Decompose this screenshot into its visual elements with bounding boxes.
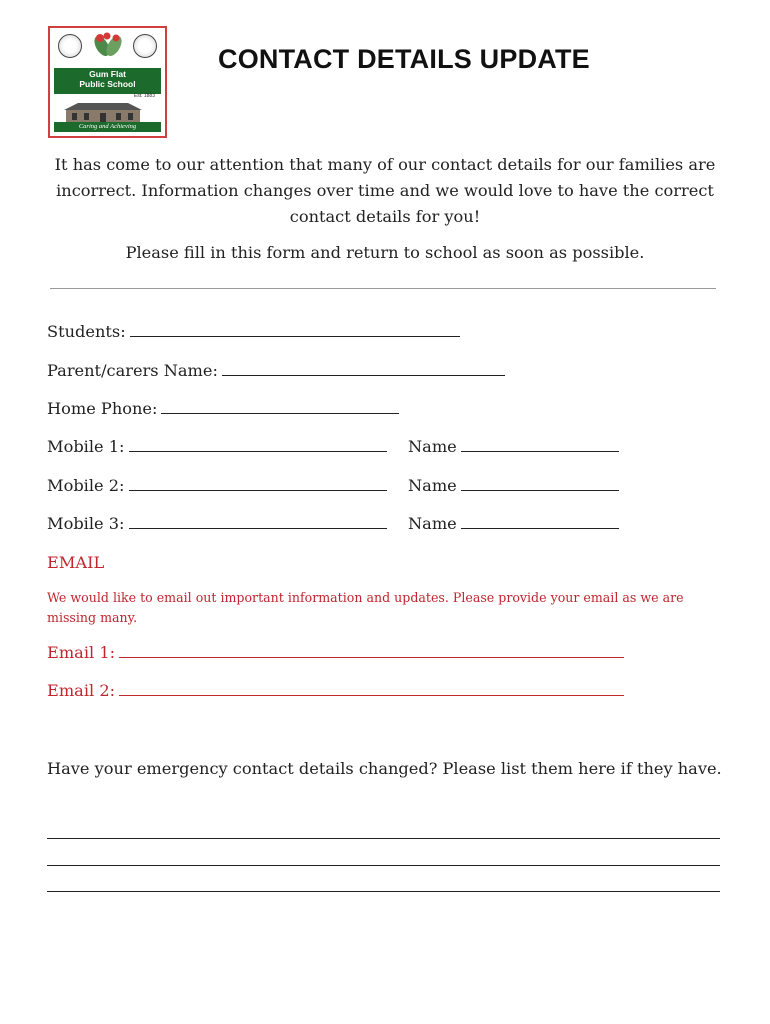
logo-name-band (54, 68, 161, 94)
email-1-field (47, 643, 624, 663)
mobile-3-name-label: Name (408, 514, 457, 533)
mobile-2-input-line[interactable] (129, 476, 387, 491)
email-1-label: Email 1: (47, 643, 116, 662)
students-label: Students: (47, 322, 126, 341)
mobile-2-name-field (408, 476, 619, 496)
left-emblem-icon (58, 34, 82, 58)
emergency-answer-line[interactable] (47, 891, 720, 892)
emergency-answer-line[interactable] (47, 838, 720, 839)
email-1-input-line[interactable] (119, 643, 624, 658)
parent-name-field (47, 361, 505, 381)
home-phone-input-line[interactable] (161, 399, 399, 414)
mobile-1-name-input-line[interactable] (461, 437, 619, 452)
instruction-text: Please fill in this form and return to school as soon as possible. (125, 243, 645, 262)
home-phone-label: Home Phone: (47, 399, 158, 418)
mobile-2-name-input-line[interactable] (461, 476, 619, 491)
mobile-1-field (47, 437, 387, 457)
mobile-2-name-label: Name (408, 476, 457, 495)
emergency-question: Have your emergency contact details changed? Please list them here if they have. (47, 759, 722, 778)
students-input-line[interactable] (130, 322, 460, 337)
gum-leaf-icon (90, 32, 126, 66)
emergency-answer-line[interactable] (47, 865, 720, 866)
parent-name-input-line[interactable] (222, 361, 505, 376)
school-logo (48, 26, 167, 138)
home-phone-field (47, 399, 399, 419)
mobile-3-name-input-line[interactable] (461, 514, 619, 529)
logo-school-name-line1: Gum Flat (89, 69, 126, 79)
mobile-3-field (47, 514, 387, 534)
mobile-3-label: Mobile 3: (47, 514, 125, 533)
email-2-field (47, 681, 624, 701)
logo-motto: Caring and Achieving (54, 122, 161, 132)
intro-paragraph: It has come to our attention that many of our contact details for our families are incorrect. Information changes over time and we would love to have the correct contact details for you! (54, 155, 716, 226)
divider (50, 288, 716, 289)
students-field (47, 322, 460, 342)
right-emblem-icon (133, 34, 157, 58)
mobile-3-input-line[interactable] (129, 514, 387, 529)
email-2-label: Email 2: (47, 681, 116, 700)
mobile-3-name-field (408, 514, 619, 534)
email-2-input-line[interactable] (119, 681, 624, 696)
parent-name-label: Parent/carers Name: (47, 361, 218, 380)
logo-school-name-line2: Public School (79, 78, 136, 89)
mobile-2-label: Mobile 2: (47, 476, 125, 495)
mobile-1-label: Mobile 1: (47, 437, 125, 456)
mobile-1-name-label: Name (408, 437, 457, 456)
email-heading: EMAIL (47, 553, 105, 572)
email-note: We would like to email out important information and updates. Please provide your email as we are missing many. (47, 590, 684, 625)
logo-established: Est. 1883 (133, 93, 155, 99)
mobile-1-name-field (408, 437, 619, 457)
mobile-1-input-line[interactable] (129, 437, 387, 452)
mobile-2-field (47, 476, 387, 496)
page-title: CONTACT DETAILS UPDATE (218, 44, 590, 74)
